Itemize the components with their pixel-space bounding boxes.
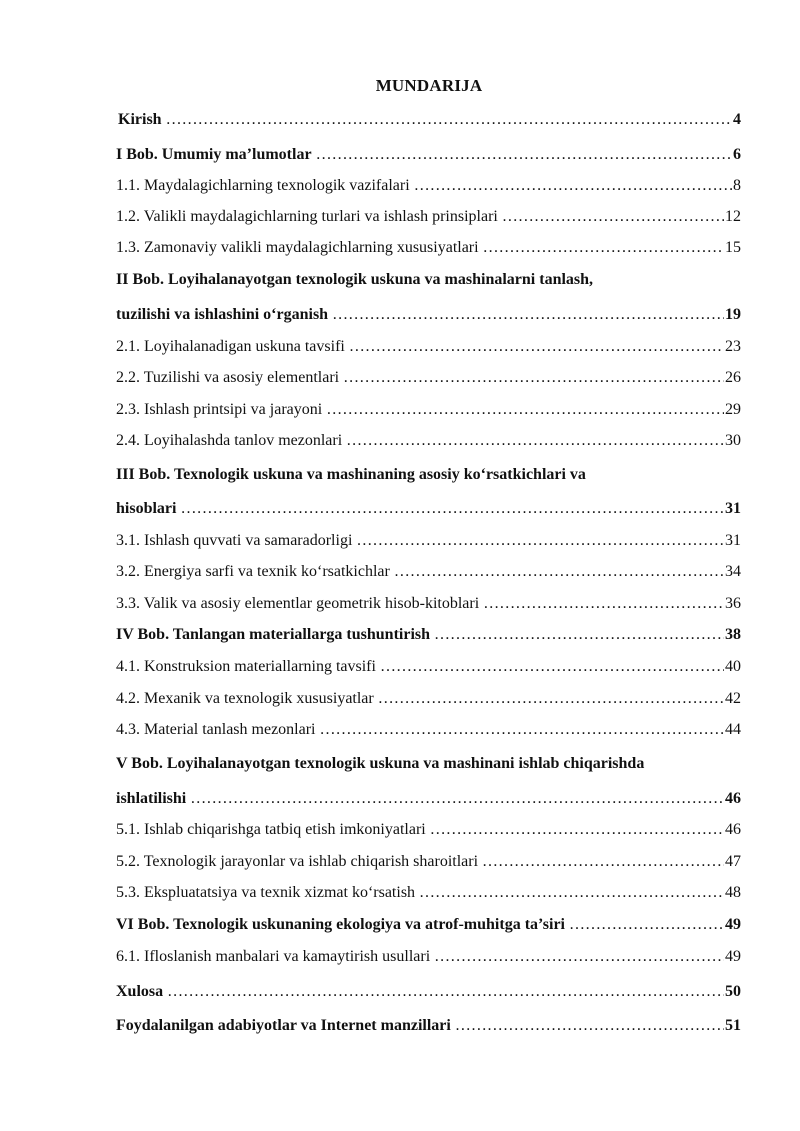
toc-entry-label: ishlatilishi ……………………………………………………………………………………………………………………………………………………………… (116, 788, 741, 810)
toc-entry (116, 399, 741, 421)
toc-entry-page-number: 44 (724, 719, 741, 741)
toc-entry (116, 819, 741, 841)
toc-entry-label: 1.3. Zamonaviy valikli maydalagichlarning xususiyatlari ……………………………………………………………………………………………………………………………………………………………… (116, 237, 741, 259)
toc-entry-page-number: 34 (724, 561, 741, 583)
toc-entry (116, 464, 741, 486)
toc-entry-label: 2.3. Ishlash printsipi va jarayoni ……………………………………………………………………………………………………………………………………………………………… (116, 399, 741, 421)
toc-entry-label: VI Bob. Texnologik uskunaning ekologiya va atrof-muhitga ta’siri ……………………………………………………………………………………………………………………………………………………………… (116, 914, 741, 936)
toc-entry (116, 206, 741, 228)
toc-entry-page-number: 42 (724, 688, 741, 710)
toc-entry-page-number: 50 (724, 981, 741, 1003)
toc-entry-page-number: 49 (724, 946, 741, 968)
toc-entry (116, 656, 741, 678)
toc-entry (116, 914, 741, 936)
toc-entry (116, 237, 741, 259)
toc-entry (116, 498, 741, 520)
toc-entry-label: 3.2. Energiya sarfi va texnik ko‘rsatkichlar ……………………………………………………………………………………………………………………………………………………………… (116, 561, 741, 583)
toc-entry-label: hisoblari ……………………………………………………………………………………………………………………………………………………………… (116, 498, 741, 520)
toc-entry (116, 144, 741, 166)
toc-entry-page-number: 46 (724, 788, 741, 810)
toc-entry (116, 851, 741, 873)
toc-entry-label: 5.3. Ekspluatatsiya va texnik xizmat ko‘rsatish ……………………………………………………………………………………………………………………………………………………………… (116, 882, 741, 904)
toc-entry-label: V Bob. Loyihalanayotgan texnologik uskuna va mashinani ishlab chiqarishda (116, 755, 645, 772)
toc-entry-label: 6.1. Ifloslanish manbalari va kamaytirish usullari ……………………………………………………………………………………………………………………………………………………………… (116, 946, 741, 968)
toc-entry-page-number: 12 (724, 206, 741, 228)
toc-entry (116, 946, 741, 968)
toc-entry (116, 688, 741, 710)
toc-entry-page-number: 31 (724, 498, 741, 520)
toc-entry-label: 5.2. Texnologik jarayonlar va ishlab chiqarish sharoitlari ……………………………………………………………………………………………………………………………………………………………… (116, 851, 741, 873)
toc-entry-page-number: 29 (724, 399, 741, 421)
toc-entry-label: 2.1. Loyihalanadigan uskuna tavsifi ……………………………………………………………………………………………………………………………………………………………… (116, 336, 741, 358)
toc-entry (116, 175, 741, 197)
toc-entry-label: Foydalanilgan adabiyotlar va Internet manzillari ……………………………………………………………………………………………………………………………………………………………… (116, 1015, 741, 1037)
toc-entry-label: III Bob. Texnologik uskuna va mashinaning asosiy ko‘rsatkichlari va (116, 466, 586, 483)
toc-entry-page-number: 51 (724, 1015, 741, 1037)
toc-entry-page-number: 48 (724, 882, 741, 904)
toc-entry-label: 4.2. Mexanik va texnologik xususiyatlar ……………………………………………………………………………………………………………………………………………………………… (116, 688, 741, 710)
toc-entry-page-number: 36 (724, 593, 741, 615)
toc-entry-label: Kirish ……………………………………………………………………………………………………………………………………………………………… (118, 109, 741, 131)
toc-entry (116, 593, 741, 615)
toc-entry (116, 336, 741, 358)
toc-entry-page-number: 15 (724, 237, 741, 259)
toc-entry-label: II Bob. Loyihalanayotgan texnologik uskuna va mashinalarni tanlash, (116, 271, 594, 288)
toc-entry (116, 269, 741, 291)
toc-entry-label: IV Bob. Tanlangan materiallarga tushuntirish ……………………………………………………………………………………………………………………………………………………………… (116, 624, 741, 646)
toc-entry (118, 109, 741, 131)
toc-entry-label: 1.2. Valikli maydalagichlarning turlari va ishlash prinsiplari ……………………………………………………………………………………………………………………………………………………………… (116, 206, 741, 228)
toc-entry-page-number: 38 (724, 624, 741, 646)
toc-entry-label: 1.1. Maydalagichlarning texnologik vazifalari ……………………………………………………………………………………………………………………………………………………………… (116, 175, 741, 197)
toc-entry-label: 4.1. Konstruksion materiallarning tavsifi ……………………………………………………………………………………………………………………………………………………………… (116, 656, 741, 678)
toc-entry-page-number: 40 (724, 656, 741, 678)
toc-entry (116, 561, 741, 583)
toc-entry (116, 624, 741, 646)
toc-entry-label: 3.3. Valik va asosiy elementlar geometrik hisob-kitoblari ……………………………………………………………………………………………………………………………………………………………… (116, 593, 741, 615)
toc-entry-page-number: 26 (724, 367, 741, 389)
toc-entry-page-number: 8 (732, 175, 741, 197)
toc-entry (116, 367, 741, 389)
toc-entry (116, 430, 741, 452)
toc-entry (116, 753, 741, 775)
page-title: MUNDARIJA (375, 76, 483, 95)
toc-entry-label: 2.2. Tuzilishi va asosiy elementlari ……………………………………………………………………………………………………………………………………………………………… (116, 367, 741, 389)
toc-entry (116, 304, 741, 326)
toc-entry-page-number: 30 (724, 430, 741, 452)
toc-entry-page-number: 4 (732, 109, 741, 131)
toc-entry-page-number: 23 (724, 336, 741, 358)
toc-entry-label: 3.1. Ishlash quvvati va samaradorligi ……………………………………………………………………………………………………………………………………………………………… (116, 530, 741, 552)
toc-entry-page-number: 6 (732, 144, 741, 166)
toc-entry (116, 719, 741, 741)
toc-entry-page-number: 49 (724, 914, 741, 936)
toc-entry-label: Xulosa ……………………………………………………………………………………………………………………………………………………………… (116, 981, 741, 1003)
toc-entry (116, 981, 741, 1003)
toc-entry-label: tuzilishi va ishlashini o‘rganish ……………………………………………………………………………………………………………………………………………………………… (116, 304, 741, 326)
toc-entry-label: 5.1. Ishlab chiqarishga tatbiq etish imkoniyatlari ……………………………………………………………………………………………………………………………………………………………… (116, 819, 741, 841)
toc-entry (116, 882, 741, 904)
toc-entry (116, 788, 741, 810)
toc-entry-page-number: 19 (724, 304, 741, 326)
toc-entry-page-number: 31 (724, 530, 741, 552)
toc-entry-label: 4.3. Material tanlash mezonlari ……………………………………………………………………………………………………………………………………………………………… (116, 719, 741, 741)
toc-entry-label: I Bob. Umumiy ma’lumotlar ……………………………………………………………………………………………………………………………………………………………… (116, 144, 741, 166)
toc-entry-page-number: 46 (724, 819, 741, 841)
toc-entry (116, 1015, 741, 1037)
toc-entry-page-number: 47 (724, 851, 741, 873)
toc-entry-label: 2.4. Loyihalashda tanlov mezonlari ……………………………………………………………………………………………………………………………………………………………… (116, 430, 741, 452)
toc-entry (116, 530, 741, 552)
